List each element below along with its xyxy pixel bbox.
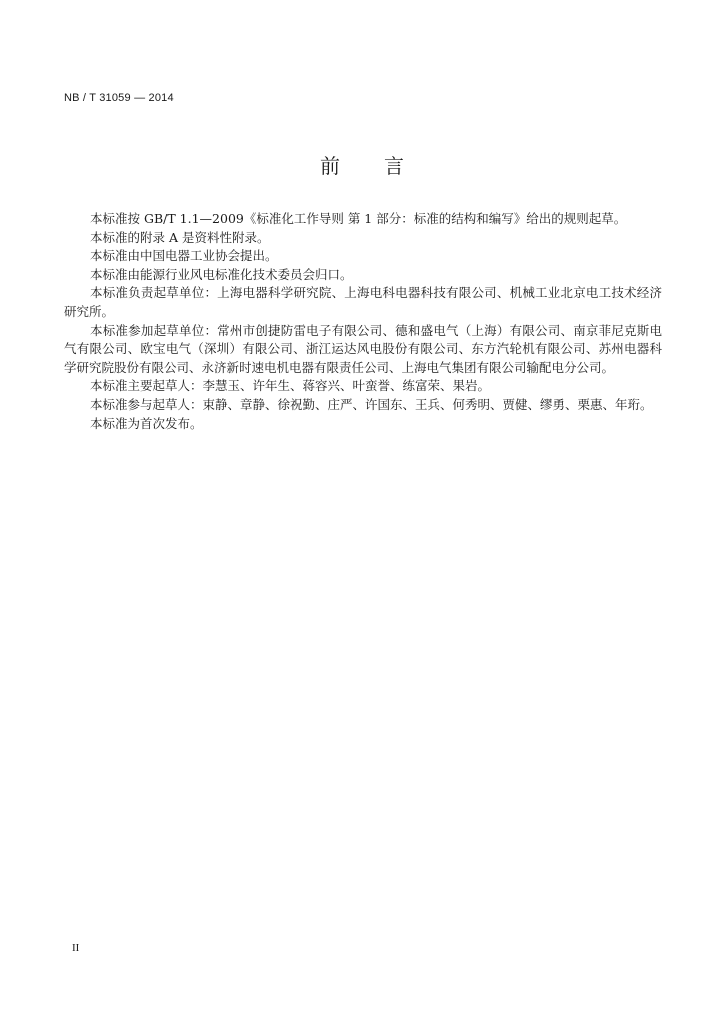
paragraph-participating-drafters: 本标准参与起草人：束静、章静、徐祝勤、庄严、许国东、王兵、何秀明、贾健、缪勇、栗惠、年珩。: [90, 396, 653, 412]
foreword-body: [64, 210, 662, 433]
paragraph-proposed-by: 本标准由中国电器工业协会提出。: [90, 248, 278, 264]
paragraph-technical-committee: 本标准由能源行业风电标准化技术委员会归口。: [90, 266, 353, 282]
paragraph-first-release: 本标准为首次发布。: [90, 415, 203, 431]
paragraph-main-drafters: 本标准主要起草人：李慧玉、许年生、蒋容兴、叶蛮誉、练富荣、果岩。: [90, 378, 491, 394]
paragraph-participating-units: 本标准参加起草单位：常州市创捷防雷电子有限公司、德和盛电气（上海）有限公司、南京菲尼克斯电气有限公司、欧宝电气（深圳）有限公司、浙江运达风电股份有限公司、东方汽轮机有限公司、苏州电器科学研究院股份有限公司、永济新时速电机电器有限责任公司、上海电气集团有限公司输配电分公司。: [64, 322, 662, 375]
document-code: NB / T 31059 — 2014: [64, 92, 174, 104]
paragraph-appendix: 本标准的附录 A 是资料性附录。: [90, 229, 270, 245]
paragraph-drafting-rules: 本标准按 GB/T 1.1—2009《标准化工作导则 第 1 部分：标准的结构和编写》给出的规则起草。: [90, 211, 627, 226]
page-title: 前言: [320, 154, 448, 178]
page-number: II: [72, 942, 80, 954]
paragraph-lead-drafting-units: 本标准负责起草单位：上海电器科学研究院、上海电科电器科技有限公司、机械工业北京电工技术经济研究所。: [64, 285, 662, 319]
